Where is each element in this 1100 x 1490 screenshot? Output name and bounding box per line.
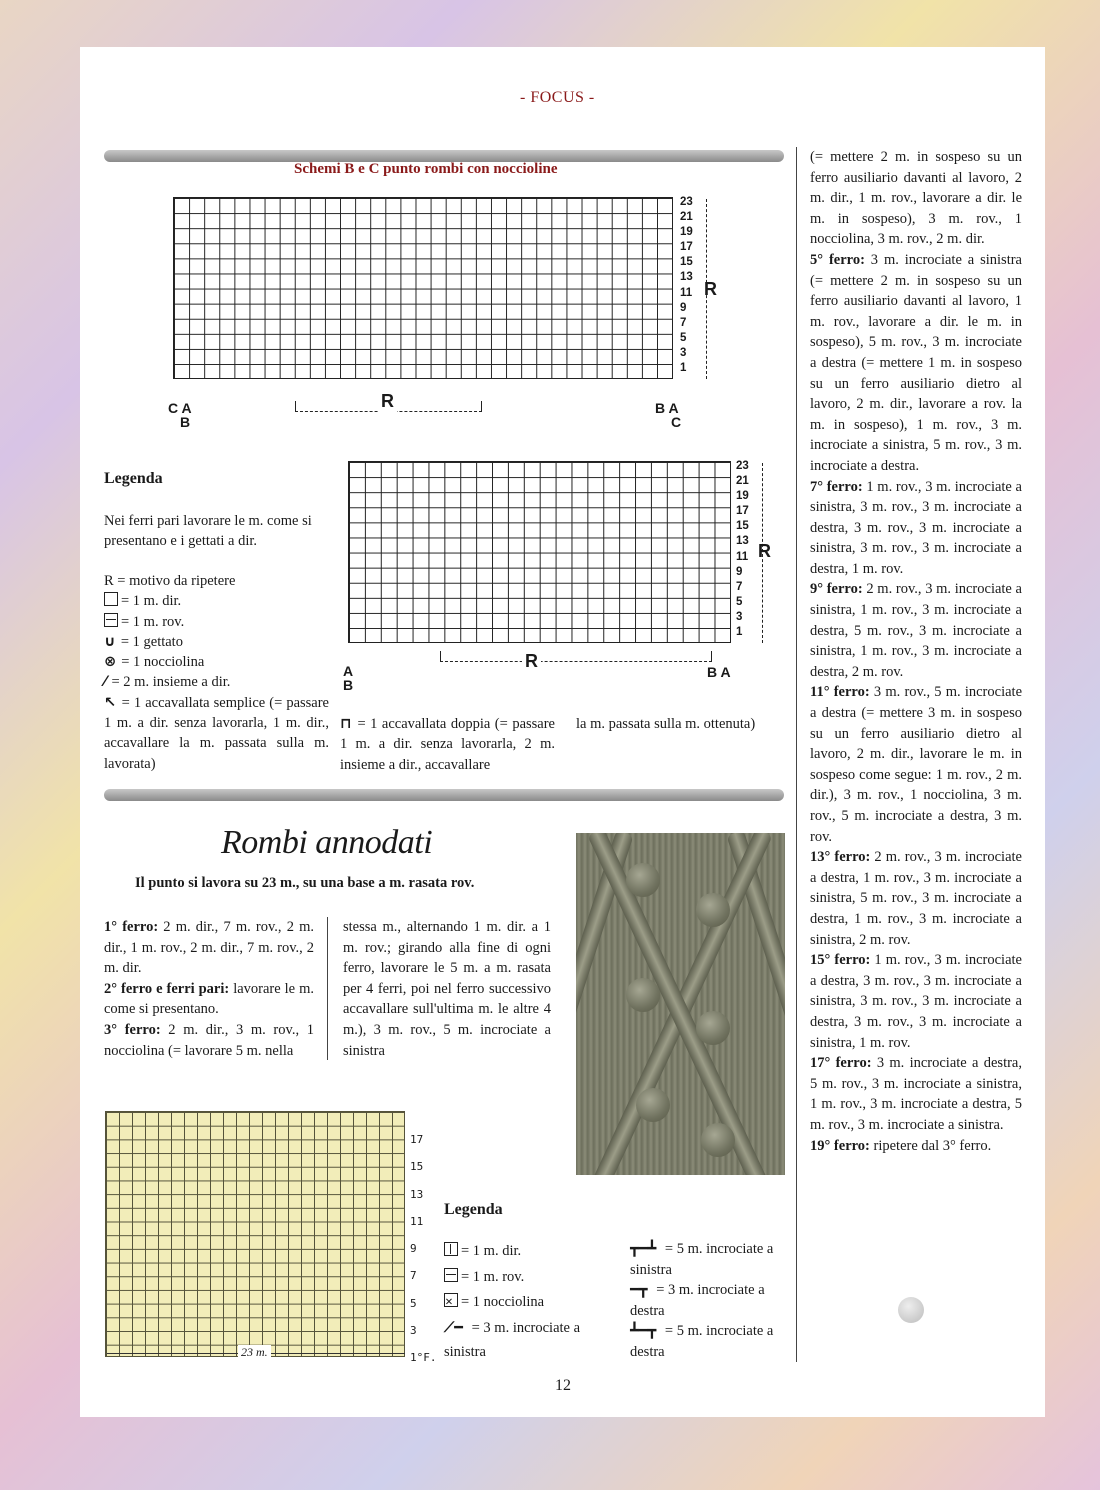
row-label: 5° ferro: bbox=[810, 251, 865, 268]
row-label: 9° ferro: bbox=[810, 581, 863, 598]
legend-1-list bbox=[104, 571, 329, 774]
row-label: 7° ferro: bbox=[810, 478, 863, 495]
legend-repeat: R = motivo da ripetere bbox=[104, 573, 236, 589]
legend-2-dir: = 1 m. dir. bbox=[444, 1239, 604, 1265]
row-label: 3° ferro: bbox=[104, 1021, 161, 1038]
cross-5-left-icon: ┳━┻ bbox=[630, 1241, 665, 1257]
legend-2-nocciolina: ×= 1 nocciolina bbox=[444, 1290, 604, 1316]
legend-dir: = 1 m. dir. bbox=[104, 591, 329, 611]
chart-c-row-numbers: 23 21 19 17 15 13 11 9 7 5 3 1 bbox=[736, 460, 749, 639]
row-text: 2 m. rov., 3 m. incrociate a destra, 1 m. rov., 3 m. incrociate a sinistra, 5 m. rov., 3 m. incrociate a destra, 1 m. rov., 3 m. incrociate a sinistra, 2 m. rov. bbox=[810, 849, 1022, 948]
row-label: 13° ferro: bbox=[810, 849, 871, 866]
row-text: 2 m. dir., 3 m. rov., 1 nocciolina (= lavorare 5 m. nella bbox=[104, 1021, 314, 1059]
legend-gettato: ∪ = 1 gettato bbox=[104, 633, 183, 650]
chart-c bbox=[348, 461, 731, 643]
running-header: - FOCUS - bbox=[520, 89, 595, 106]
row-text: lavorare le m. come si presentano. bbox=[104, 980, 314, 1018]
row-text: 3 m. incrociate a sinistra (= mettere 2 m. in sospeso su un ferro ausiliario davanti al lavoro, 1 m. rov., lavorare a dir. le m. in sospeso), 5 m. rov., 3 m. incrociate a destra (= mettere 1 m. in sospeso su un ferro ausiliario dietro al lavoro, 2 m. dir., lavorare a rov. la m. in sospeso), 1 m. rov., 3 m. incrociate a sinistra, 5 m. rov., 3 m. incrociate a destra. bbox=[810, 251, 1022, 474]
instruction-paragraph bbox=[810, 250, 1022, 477]
legend-doppia-cont: la m. passata sulla m. ottenuta) bbox=[576, 716, 756, 732]
chart-a-width-label: 23 m. bbox=[238, 1345, 271, 1360]
legend-2-cross5s: ┳━┻ = 5 m. incrociate a sinistra bbox=[630, 1241, 774, 1278]
row-label: 1° ferro: bbox=[104, 919, 159, 935]
magazine-page bbox=[80, 47, 1045, 1417]
chart-b-repeat-range-label: R bbox=[378, 391, 397, 412]
legend-rov: = 1 m. rov. bbox=[104, 612, 329, 632]
chart-c-repeat-label: R bbox=[758, 541, 771, 561]
knit-symbol-icon bbox=[104, 592, 118, 606]
row-label: 17° ferro: bbox=[810, 1055, 872, 1072]
instruction-paragraph bbox=[810, 1136, 1022, 1157]
chart-b-right-labels: B A C bbox=[655, 400, 682, 430]
instruction-paragraph bbox=[810, 579, 1022, 682]
row-label: 15° ferro: bbox=[810, 952, 871, 969]
chart-b bbox=[173, 197, 673, 379]
row-text: 3 m. incrociate a destra, 5 m. rov., 3 m. incrociate a sinistra, 1 m. rov., 3 m. incrociate a destra, 5 m. rov., 3 m. incrociate a sinistra. bbox=[810, 1055, 1022, 1133]
legend-2-cross3s: ⟋━ = 3 m. incrociate a sinistra bbox=[444, 1319, 581, 1360]
article-title: Rombi annodati bbox=[221, 824, 433, 861]
row-text: ripetere dal 3° ferro. bbox=[869, 1137, 992, 1154]
legend-2-title: Legenda bbox=[444, 1201, 503, 1218]
row-label: 2° ferro e ferri pari: bbox=[104, 980, 230, 997]
legend-doppia: ⊓ = 1 accavallata doppia (= passare 1 m. a dir. senza lavorarla, 2 m. insieme a dir., accavallare bbox=[340, 716, 555, 773]
legend-1-intro: Nei ferri pari lavorare le m. come si presentano e i gettati a dir. bbox=[104, 513, 312, 550]
instruction-paragraph bbox=[810, 682, 1022, 847]
cross-3-left-icon: ⟋━ bbox=[444, 1319, 472, 1336]
yarn-ball-icon bbox=[898, 1297, 924, 1323]
chart-b-left-labels: C A B bbox=[168, 400, 192, 430]
cross-3-right-icon: ━┳ bbox=[630, 1282, 657, 1298]
chart-b-row-numbers: 23 21 19 17 15 13 11 9 7 5 3 1 bbox=[680, 196, 693, 375]
legend-insieme: ⁄ = 2 m. insieme a dir. bbox=[104, 674, 231, 691]
instruction-paragraph bbox=[810, 847, 1022, 950]
column-rule bbox=[796, 147, 797, 1362]
knit-symbol-icon bbox=[444, 1242, 458, 1256]
chart-a-row-numbers: 17 15 13 11 9 7 5 3 1°F. bbox=[410, 1133, 437, 1365]
instruction-paragraph bbox=[810, 477, 1022, 580]
legend-2-rov: = 1 m. rov. bbox=[444, 1265, 604, 1291]
instruction-paragraph bbox=[810, 1053, 1022, 1135]
chart-a bbox=[105, 1111, 405, 1357]
middle-divider bbox=[104, 789, 784, 801]
chart-c-right-labels: B A bbox=[707, 664, 731, 680]
legend-nocciolina: ⊗ = 1 nocciolina bbox=[104, 654, 205, 671]
legend-2-cross3d: ━┳ = 3 m. incrociate a destra bbox=[630, 1282, 765, 1319]
legend-2-list-b bbox=[630, 1239, 786, 1362]
instruction-paragraph bbox=[104, 1020, 314, 1061]
legend-2-cross5d: ┻━┳ = 5 m. incrociate a destra bbox=[630, 1323, 774, 1360]
row-text: 1 m. rov., 3 m. incrociate a sinistra, 3 m. rov., 3 m. incrociate a destra, 3 m. rov., 3 m. incrociate a sinistra, 3 m. rov., 3 m. incrociate a destra, 1 m. rov. bbox=[810, 478, 1022, 577]
k2tog-icon: ⁄ bbox=[104, 674, 112, 691]
row-text: 1 m. rov., 3 m. incrociate a destra, 3 m. rov., 3 m. incrociate a sinistra, 3 m. rov., 3 m. incrociate a destra, 3 m. rov., 3 m. incrociate a sinistra, 1 m. rov. bbox=[810, 952, 1022, 1051]
instructions-column-1 bbox=[104, 917, 314, 1061]
instructions-right-column bbox=[810, 147, 1022, 1156]
article-subtitle: Il punto si lavora su 23 m., su una base a m. rasata rov. bbox=[135, 875, 475, 891]
instructions-column-2: stessa m., alternando 1 m. dir. a 1 m. rov.; girando alla fine di ogni ferro, lavorare le 5 m. a m. rasata per 4 ferri, poi nel ferro successivo accavallare sull'ultima m. le altre 4 m.), 3 m. rov., 5 m. incrociate a sinistra bbox=[343, 919, 551, 1059]
chart-c-repeat-range bbox=[440, 651, 712, 662]
chart-b-repeat-label: R bbox=[704, 279, 717, 299]
purl-symbol-icon bbox=[444, 1268, 458, 1282]
cross-5-right-icon: ┻━┳ bbox=[630, 1323, 665, 1339]
skp-icon: ↖ bbox=[104, 694, 122, 711]
row-label: 11° ferro: bbox=[810, 684, 870, 701]
instruction-paragraph bbox=[810, 950, 1022, 1053]
chart-c-left-labels: A B bbox=[343, 663, 354, 693]
column-rule-2 bbox=[327, 917, 328, 1060]
scheme-caption: Schemi B e C punto rombi con noccioline bbox=[294, 161, 558, 177]
instruction-paragraph bbox=[104, 917, 314, 979]
row-label: 19° ferro: bbox=[810, 1137, 870, 1154]
bobble-icon bbox=[444, 1293, 458, 1307]
legend-1-title: Legenda bbox=[104, 470, 163, 487]
yarn-over-icon: ∪ bbox=[104, 633, 121, 650]
legend-semplice: ↖ = 1 accavallata semplice (= passare 1 m. a dir. senza lavorarla, 1 m. dir., accavallare la m. passata sulla m. lavorata) bbox=[104, 694, 329, 772]
row-text: 2 m. rov., 3 m. incrociate a sinistra, 1 m. rov., 3 m. incrociate a destra, 5 m. rov., 3 m. incrociate a sinistra, 1 m. rov., 3 m. incrociate a destra, 2 m. rov. bbox=[810, 581, 1022, 680]
instruction-paragraph bbox=[810, 147, 1022, 250]
row-text: 2 m. dir., 7 m. rov., 2 m. dir., 1 m. rov., 2 m. dir., 7 m. rov., 2 m. dir. bbox=[104, 919, 314, 977]
row-text: 3 m. rov., 5 m. incrociate a destra (= mettere 3 m. in sospeso su un ferro ausiliario dietro al lavoro, 2 m. dir., lavorare le m. in sospeso come segue: 1 m. rov., 2 m. dir.), 3 m. rov., 1 nocciolina, 3 m. rov., 5 m. incrociate a destra, 3 m. rov. bbox=[810, 684, 1023, 845]
bobble-icon: ⊗ bbox=[104, 654, 122, 671]
row-text: (= mettere 2 m. in sospeso su un ferro ausiliario davanti al lavoro, 2 m. dir., 1 m. rov., lavorare a dir. le m. in sospeso), 3 m. rov., 1 nocciolina, 3 m. rov., 2 m. dir. bbox=[810, 149, 1022, 248]
sk2p-icon: ⊓ bbox=[340, 716, 358, 732]
knit-swatch-photo bbox=[576, 833, 785, 1175]
chart-c-repeat-range-label: R bbox=[522, 651, 541, 672]
legend-2-list-a bbox=[444, 1239, 604, 1364]
purl-symbol-icon bbox=[104, 613, 118, 627]
page-number: 12 bbox=[555, 1377, 571, 1394]
instruction-paragraph bbox=[104, 979, 314, 1020]
